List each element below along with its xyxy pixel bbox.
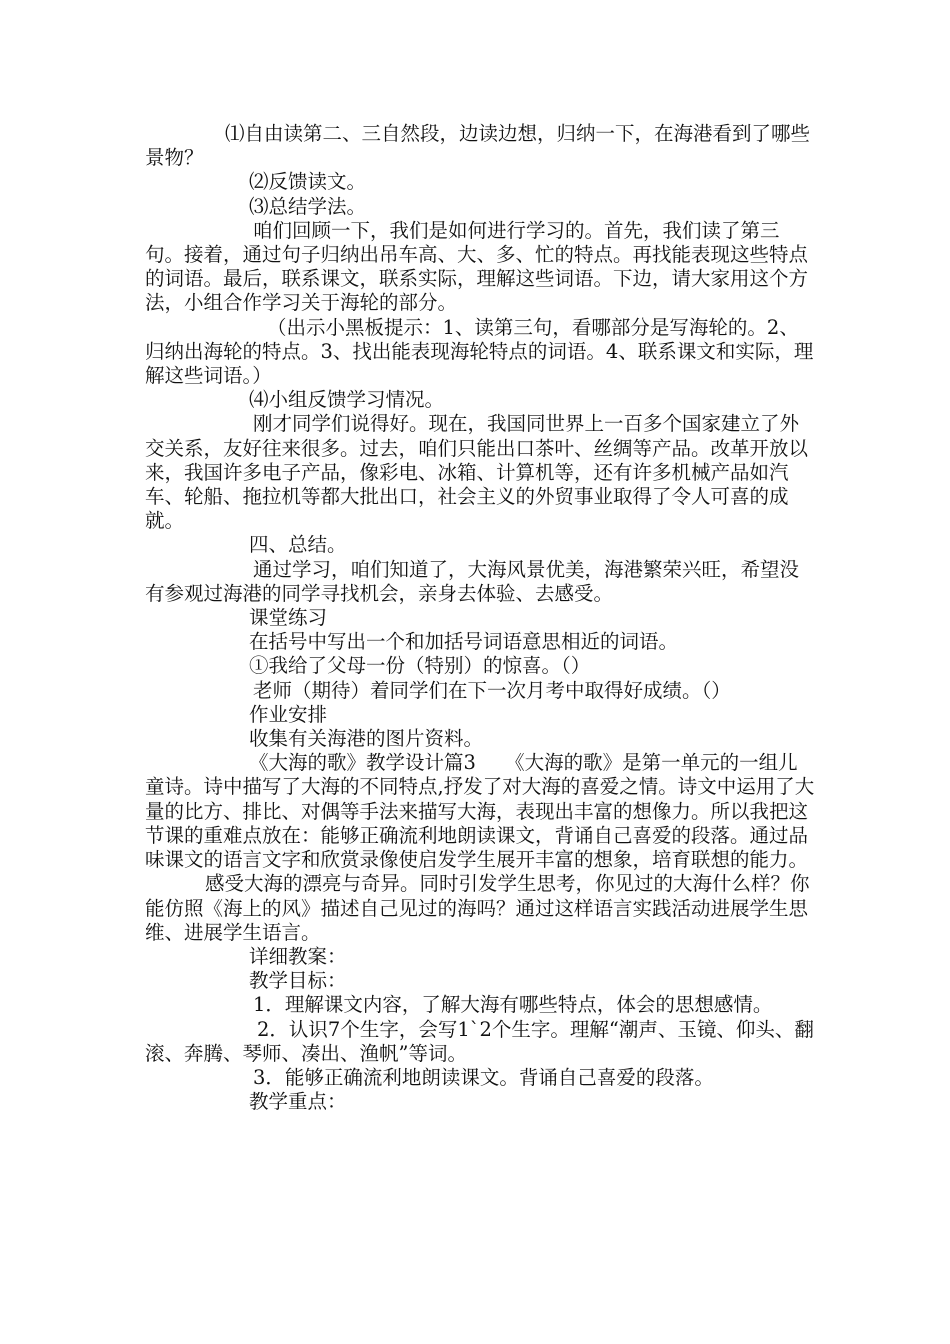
paragraph-5: （出示小黑板提示：1、读第三句，看哪部分是写海轮的。2、归纳出海轮的特点。3、找出能表现海轮特点的词语。4、联系课文和实际，理解这些词语。） (145, 315, 814, 388)
paragraph-16: 《大海的歌》教学设计篇3 《大海的歌》是第一单元的一组儿童诗。诗中描写了大海的不同特点,抒发了对大海的喜爱之情。诗文中运用了大量的比方、排比、对偶等手法来描写大海，表现出丰富的想像力。所以我把这节课的重难点放在：能够正确流利地朗读课文，背诵自己喜爱的段落。通过品味课文的语言文字和欣赏录像使启发学生展开丰富的想象，培育联想的能力。 (145, 751, 815, 872)
paragraph-20: 1．理解课文内容，了解大海有哪些特点，体会的思想感情。 (253, 993, 773, 1017)
document-body (145, 122, 815, 1114)
paragraph-15: 收集有关海港的图片资料。 (249, 727, 484, 751)
paragraph-3: ⑶总结学法。 (249, 194, 367, 218)
paragraph-10: 课堂练习 (249, 606, 328, 630)
paragraph-8: 四、总结。 (249, 533, 347, 557)
paragraph-6: ⑷小组反馈学习情况。 (249, 388, 445, 412)
paragraph-18: 详细教案： (249, 944, 347, 968)
paragraph-23: 教学重点： (249, 1090, 347, 1114)
paragraph-9: 通过学习，咱们知道了，大海风景优美，海港繁荣兴旺，希望没有参观过海港的同学寻找机会，亲身去体验、去感受。 (145, 557, 800, 605)
paragraph-22: 3．能够正确流利地朗读课文。背诵自己喜爱的段落。 (253, 1065, 714, 1089)
paragraph-1: ⑴自由读第二、三自然段，边读边想，归纳一下，在海港看到了哪些景物？ (145, 122, 811, 170)
paragraph-2: ⑵反馈读文。 (249, 170, 367, 194)
paragraph-4: 咱们回顾一下，我们是如何进行学习的。首先，我们读了第三句。接着，通过句子归纳出吊车高、大、多、忙的特点。再找能表现这些特点的词语。最后，联系课文，联系实际，理解这些词语。下边，请大家用这个方法，小组合作学习关于海轮的部分。 (145, 218, 809, 315)
paragraph-12: ①我给了父母一份（特别）的惊喜。（） (249, 654, 591, 678)
paragraph-14: 作业安排 (249, 702, 328, 726)
paragraph-13: 老师（期待）着同学们在下一次月考中取得好成绩。（） (253, 678, 731, 702)
paragraph-19: 教学目标： (249, 969, 347, 993)
paragraph-7: 刚才同学们说得好。现在，我国同世界上一百多个国家建立了外交关系，友好往来很多。过去，咱们只能出口茶叶、丝绸等产品。改革开放以来，我国许多电子产品，像彩电、冰箱、计算机等，还有许多机械产品如汽车、轮船、拖拉机等都大批出口，社会主义的外贸事业取得了令人可喜的成就。 (145, 412, 809, 533)
paragraph-11: 在括号中写出一个和加括号词语意思相近的词语。 (249, 630, 679, 654)
paragraph-21: 2．认识7个生字，会写1`2个生字。理解“潮声、玉镜、仰头、翻滚、奔腾、琴师、凑出、渔帆”等词。 (145, 1017, 814, 1065)
paragraph-17: 感受大海的漂亮与奇异。同时引发学生思考，你见过的大海什么样？你能仿照《海上的风》描述自己见过的海吗？通过这样语言实践活动进展学生思维、进展学生语言。 (145, 872, 810, 944)
